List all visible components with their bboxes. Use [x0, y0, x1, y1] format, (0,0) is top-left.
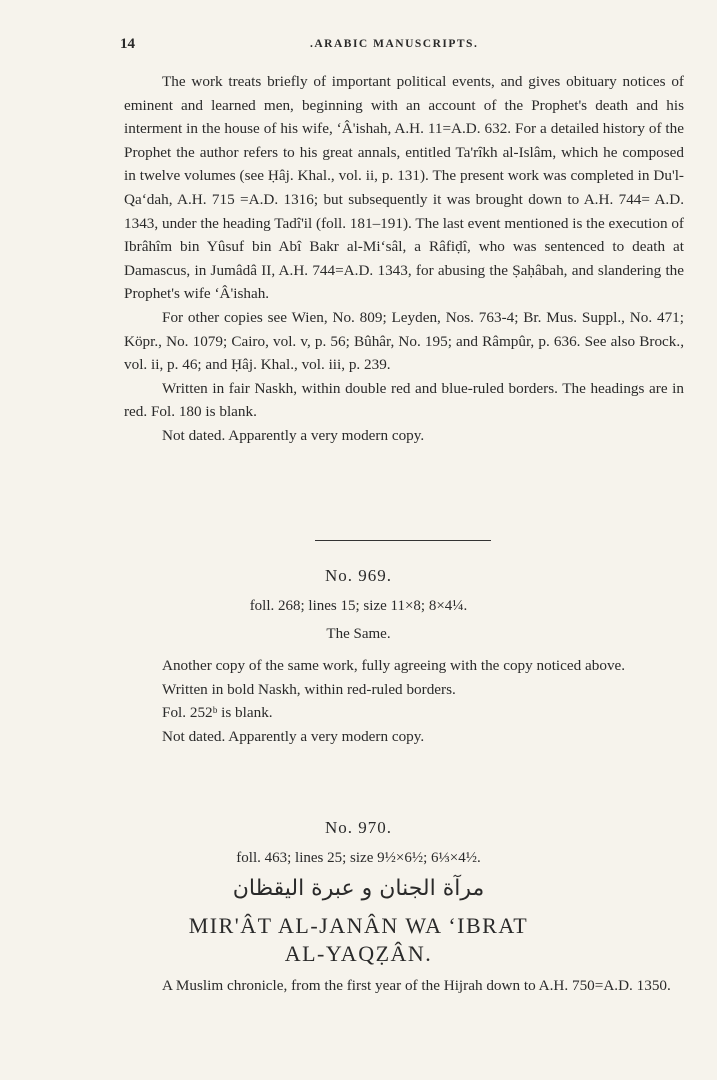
entry-969-subtitle: The Same. — [326, 626, 391, 642]
entry-970-details: foll. 463; lines 25; size 9½×6½; 6⅓×4½. — [236, 850, 481, 866]
intro-paragraph-1: The work treats briefly of important political events, and gives obituary notices of eminent and learned men, beginning with an account of the Prophet's death and his interment in the house of his wife, ‘Â'ishah, A.H. 11=A.D. 632. For a detailed history of the Prophet the author refers to his great annals, entitled Ta'rîkh al-Islâm, which he composed in twelve volumes (see Ḥâj. Khal., vol. ii, p. 131). The present work was completed in Du'l-Qa‘dah, A.H. 715 =A.D. 1316; but subsequently it was brought down to A.H. 744= A.D. 1343, under the heading Tadî'il (foll. 181–191). The last event mentioned is the execution of Ibrâhîm bin Yûsuf bin Abî Bakr al-Mi‘sâl, a Râfiḍî, who was sentenced to death at Damascus, in Jumâdâ II, A.H. 744=A.D. 1343, for abusing the Ṣaḥâbah, and slandering the Prophet's wife ‘Â'ishah. — [124, 73, 684, 303]
entry-969-paragraph-1: Another copy of the same work, fully agreeing with the copy noticed above. — [162, 657, 626, 674]
entry-970-arabic-title: مرآة الجنان و عبرة اليقظان — [232, 876, 485, 901]
intro-paragraph-4: Not dated. Apparently a very modern copy. — [162, 426, 425, 444]
intro-paragraph-3: Written in fair Naskh, within double red and blue-ruled borders. The headings are in red. Fol. 180 is blank. — [124, 379, 684, 421]
entry-970-number: No. 970. — [324, 818, 393, 837]
entry-970-body — [124, 974, 684, 998]
page-number: 14 — [120, 36, 135, 52]
entry-969-paragraph-3: Fol. 252ᵇ is blank. — [162, 704, 273, 722]
entry-970-title-line-2: AL-YAQẒÂN. — [284, 941, 433, 966]
entry-969-paragraph-4: Not dated. Apparently a very modern copy. — [162, 727, 425, 745]
entry-969-number: No. 969. — [324, 566, 393, 585]
entry-969-body — [124, 654, 684, 748]
entry-969-details: foll. 268; lines 15; size 11×8; 8×4¼. — [249, 598, 468, 614]
running-title: .ARABIC MANUSCRIPTS. — [310, 38, 479, 50]
entry-969-paragraph-2: Written in bold Naskh, within red-ruled borders. — [162, 680, 456, 698]
entry-970-title-line-1: MIR'ÂT AL-JANÂN WA ‘IBRAT — [188, 913, 529, 938]
section-divider — [315, 540, 491, 541]
page-header — [120, 36, 685, 56]
entry-970-description: A Muslim chronicle, from the first year of the Hijrah down to A.H. 750=A.D. 1350. — [162, 977, 671, 994]
intro-paragraph-2: For other copies see Wien, No. 809; Leyden, Nos. 763-4; Br. Mus. Suppl., No. 471; Köpr., No. 1079; Cairo, vol. v, p. 56; Bûhâr, No. 195; and Râmpûr, p. 636. See also Brock., vol. ii, p. 46; and Ḥâj. Khal., vol. iii, p. 239. — [124, 308, 684, 374]
intro-section — [124, 70, 684, 448]
